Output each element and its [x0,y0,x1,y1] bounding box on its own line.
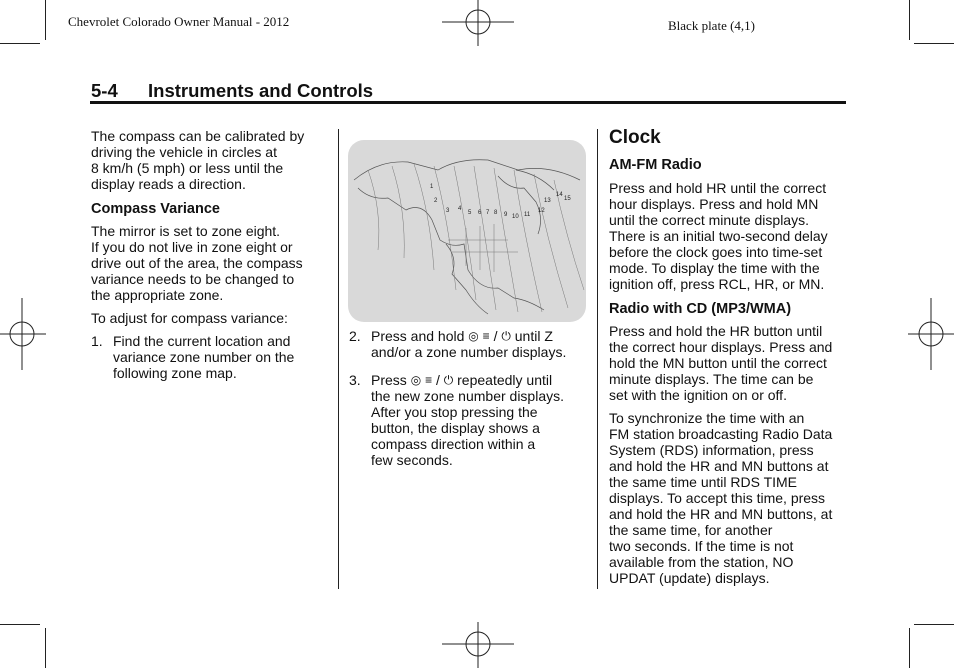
text-fragment: / [493,328,498,344]
zone-label: 4 [458,206,462,212]
text-line: button, the display shows a [371,420,540,436]
list-item [349,372,589,468]
text-line: hour displays. Press and hold MN [609,196,819,212]
zone-label: 15 [564,196,571,202]
zone-label: 11 [524,212,531,218]
zone-label: 6 [478,210,482,216]
text-line: variance needs to be changed to [91,271,295,287]
step-number: 3. [349,372,361,388]
zone-label: 9 [504,212,508,218]
text-line: drive out of the area, the compass [91,255,303,271]
mirror-icon: ≡ [482,329,490,343]
step-text [371,328,566,360]
text-line: few seconds. [371,452,453,468]
text-line: If you do not live in zone eight or [91,239,293,255]
text-line: driving the vehicle in circles at [91,144,277,160]
power-icon: ⏻ [443,373,454,387]
text-line: the same time, for another [609,522,773,538]
plate-label: Black plate (4,1) [668,18,755,33]
manual-title: Chevrolet Colorado Owner Manual - 2012 [68,14,290,29]
text-line: displays. To accept this time, press [609,490,826,506]
radio-cd-paragraph [609,323,849,403]
section-rule [90,101,846,104]
text-line: before the clock goes into time-set [609,244,823,260]
zone-label: 8 [494,210,498,216]
text-line: UPDAT (update) displays. [609,570,770,586]
am-fm-heading: AM-FM Radio [609,157,702,173]
registration-mark-bottom [440,622,516,668]
crop-mark [0,624,40,625]
column-divider [597,129,598,589]
crop-mark [0,43,40,44]
text-line: display reads a direction. [91,176,246,192]
text-fragment: / [435,372,440,388]
zone-label: 7 [486,210,490,216]
zone-label: 10 [512,214,519,220]
crop-mark [914,624,954,625]
registration-mark-left [0,296,46,372]
compass-variance-heading: Compass Variance [91,201,220,217]
text-line: The compass can be calibrated by [91,128,305,144]
text-line: two seconds. If the time is not [609,538,794,554]
step-number: 1. [91,333,103,349]
radio-cd-heading: Radio with CD (MP3/WMA) [609,301,792,317]
step-number: 2. [349,328,361,344]
text-line: ignition off, press RCL, HR, or MN. [609,276,825,292]
text-line: the correct hour displays. Press and [609,339,833,355]
text-line: the same time until RDS TIME [609,474,798,490]
text-line: Find the current location and [113,333,291,349]
column-middle [349,328,589,468]
zone-label: 14 [556,192,563,198]
text-line: variance zone number on the [113,349,295,365]
text-line: until the correct minute displays. [609,212,809,228]
am-fm-paragraph [609,180,849,292]
text-line: minute displays. The time can be [609,371,814,387]
step-text [113,333,294,381]
text-line: System (RDS) information, press [609,442,814,458]
text-fragment: Press [371,372,407,388]
compass-icon: ◎ [468,329,479,343]
text-line: The mirror is set to zone eight. [91,223,281,239]
crop-mark [45,628,46,668]
text-line: and hold the HR and MN buttons, at [609,506,833,522]
text-line: set with the ignition on or off. [609,387,787,403]
list-item [349,328,589,360]
text-line: 8 km/h (5 mph) or less until the [91,160,284,176]
zone-label: 3 [446,208,450,214]
zone-label: 1 [430,184,434,190]
text-line: After you stop pressing the [371,404,538,420]
zone-label: 13 [544,198,551,204]
crop-mark [909,628,910,668]
compass-zone-map [348,140,586,322]
crop-mark [909,0,910,40]
text-line: available from the station, NO [609,554,794,570]
text-line: Press and hold HR until the correct [609,180,827,196]
text-line: and hold the HR and MN buttons at [609,458,829,474]
text-line: the appropriate zone. [91,287,224,303]
text-line: compass direction within a [371,436,536,452]
registration-mark-right [908,296,954,372]
zone-label: 2 [434,198,438,204]
text-line: following zone map. [113,365,237,381]
power-icon: ⏻ [501,329,511,343]
text-line: hold the MN button until the correct [609,355,827,371]
text-fragment: Press and hold [371,328,465,344]
zone-label: 5 [468,210,472,216]
text-fragment: repeatedly until [457,372,553,388]
text-line: the new zone number displays. [371,388,564,404]
text-fragment: until Z [514,328,553,344]
clock-title: Clock [609,127,661,148]
registration-mark-top [440,0,516,46]
crop-mark [45,0,46,40]
compass-icon: ◎ [410,373,422,387]
text-line: and/or a zone number displays. [371,344,567,360]
rds-paragraph [609,410,849,586]
column-left [91,128,331,381]
zone-label: 12 [538,208,545,214]
crop-mark [914,43,954,44]
column-divider [338,129,339,589]
mirror-icon: ≡ [425,373,433,387]
intro-paragraph [91,128,331,192]
text-line: FM station broadcasting Radio Data [609,426,833,442]
text-line: There is an initial two-second delay [609,228,828,244]
adjust-paragraph: To adjust for compass variance: [91,310,288,326]
list-item [91,333,331,381]
variance-paragraph [91,223,331,303]
section-title: Instruments and Controls [148,80,374,101]
step-text [371,372,564,468]
column-right [609,128,849,586]
text-line: Press and hold the HR button until [609,323,823,339]
text-line: mode. To display the time with the [609,260,820,276]
text-line: To synchronize the time with an [609,410,805,426]
section-number: 5-4 [91,80,118,101]
